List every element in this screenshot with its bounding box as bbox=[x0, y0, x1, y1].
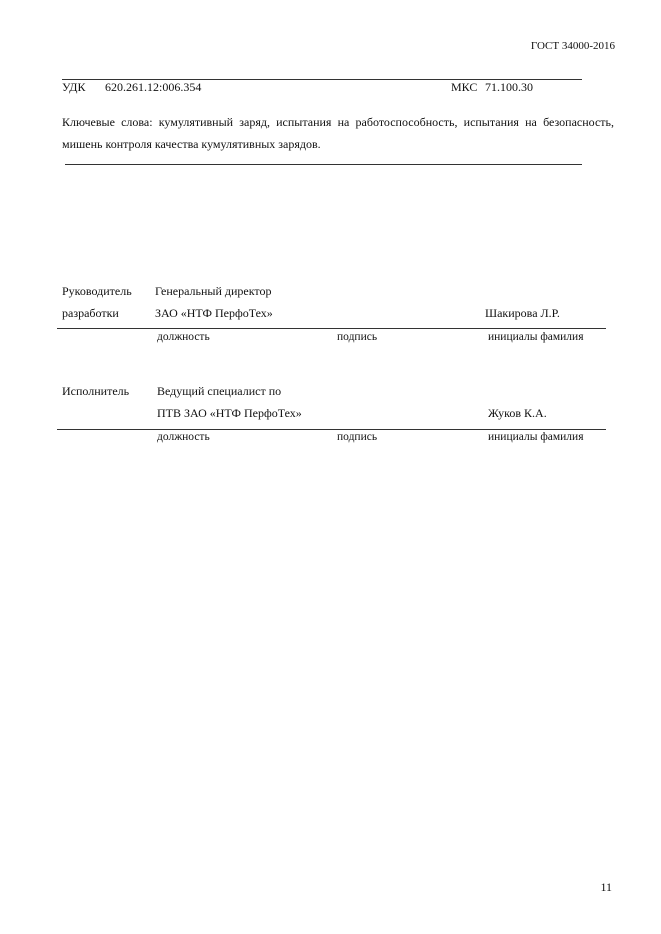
position-line-2: ПТВ ЗАО «НТФ ПерфоТех» bbox=[157, 406, 302, 420]
role-label-cont: разработки bbox=[62, 306, 119, 320]
caption-position: должность bbox=[157, 331, 210, 343]
person-name: Жуков К.А. bbox=[488, 406, 547, 420]
udk-value: 620.261.12:006.354 bbox=[105, 80, 202, 94]
role-label: Исполнитель bbox=[62, 384, 130, 398]
caption-position: должность bbox=[157, 431, 210, 443]
signature-line bbox=[57, 328, 606, 329]
standard-code: ГОСТ 34000-2016 bbox=[530, 40, 615, 52]
caption-signature: подпись bbox=[337, 431, 378, 443]
udk-label: УДК bbox=[62, 80, 86, 94]
caption-name: инициалы фамилия bbox=[488, 331, 584, 343]
position-line-1: Генеральный директор bbox=[155, 284, 272, 298]
position-line-2: ЗАО «НТФ ПерфоТех» bbox=[155, 306, 273, 320]
caption-name: инициалы фамилия bbox=[488, 431, 584, 443]
mks-value: 71.100.30 bbox=[485, 80, 533, 94]
mks-label: МКС bbox=[451, 80, 478, 94]
person-name: Шакирова Л.Р. bbox=[485, 306, 560, 320]
role-label: Руководитель bbox=[62, 284, 132, 298]
page-number: 11 bbox=[600, 880, 612, 894]
caption-signature: подпись bbox=[337, 331, 378, 343]
keywords-paragraph: Ключевые слова: кумулятивный заряд, испытания на работоспособность, испытания на безопасность, мишень контроля качества кумулятивных зарядов. bbox=[62, 115, 614, 151]
keywords-rule bbox=[65, 164, 582, 165]
position-line-1: Ведущий специалист по bbox=[157, 384, 282, 398]
signature-line bbox=[57, 429, 606, 430]
